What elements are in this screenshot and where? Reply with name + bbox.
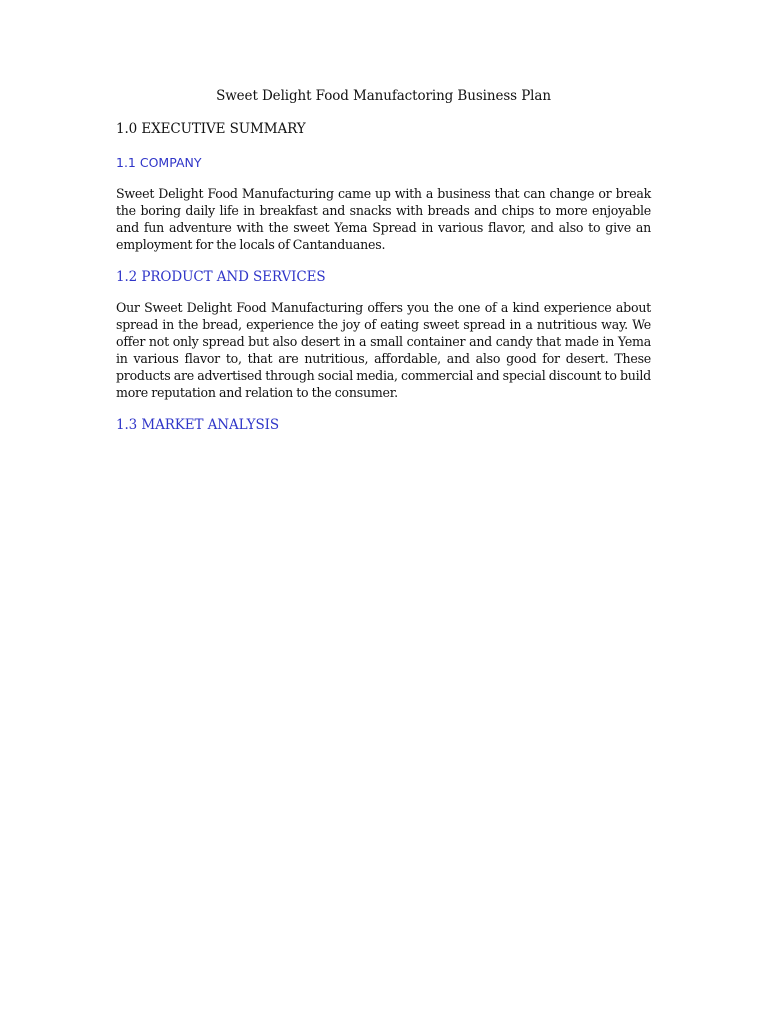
executive-summary-heading: 1.0 EXECUTIVE SUMMARY (116, 121, 306, 137)
product-services-paragraph: Our Sweet Delight Food Manufacturing offers you the one of a kind experience about spread in the bread, experience the joy of eating sweet spread in a nutritious way. We offer not only spread but also desert in a small container and candy that made in Yema in various flavor to, that are nutritious, affordable, and also good for desert. These products are advertised through social media, commercial and special discount to build more reputation and relation to the consumer. (116, 300, 651, 400)
document-content (116, 86, 651, 447)
company-paragraph: Sweet Delight Food Manufacturing came up with a business that can change or break the boring daily life in breakfast and snacks with breads and chips to more enjoyable and fun adventure with the sweet Yema Spread in various flavor, and also to give an employment for the locals of Cantanduanes. (116, 186, 651, 252)
document-title: Sweet Delight Food Manufactoring Business Plan (216, 88, 551, 104)
market-analysis-heading: 1.3 MARKET ANALYSIS (116, 417, 279, 433)
company-heading: 1.1 COMPANY (116, 155, 202, 170)
product-services-heading: 1.2 PRODUCT AND SERVICES (116, 269, 326, 285)
